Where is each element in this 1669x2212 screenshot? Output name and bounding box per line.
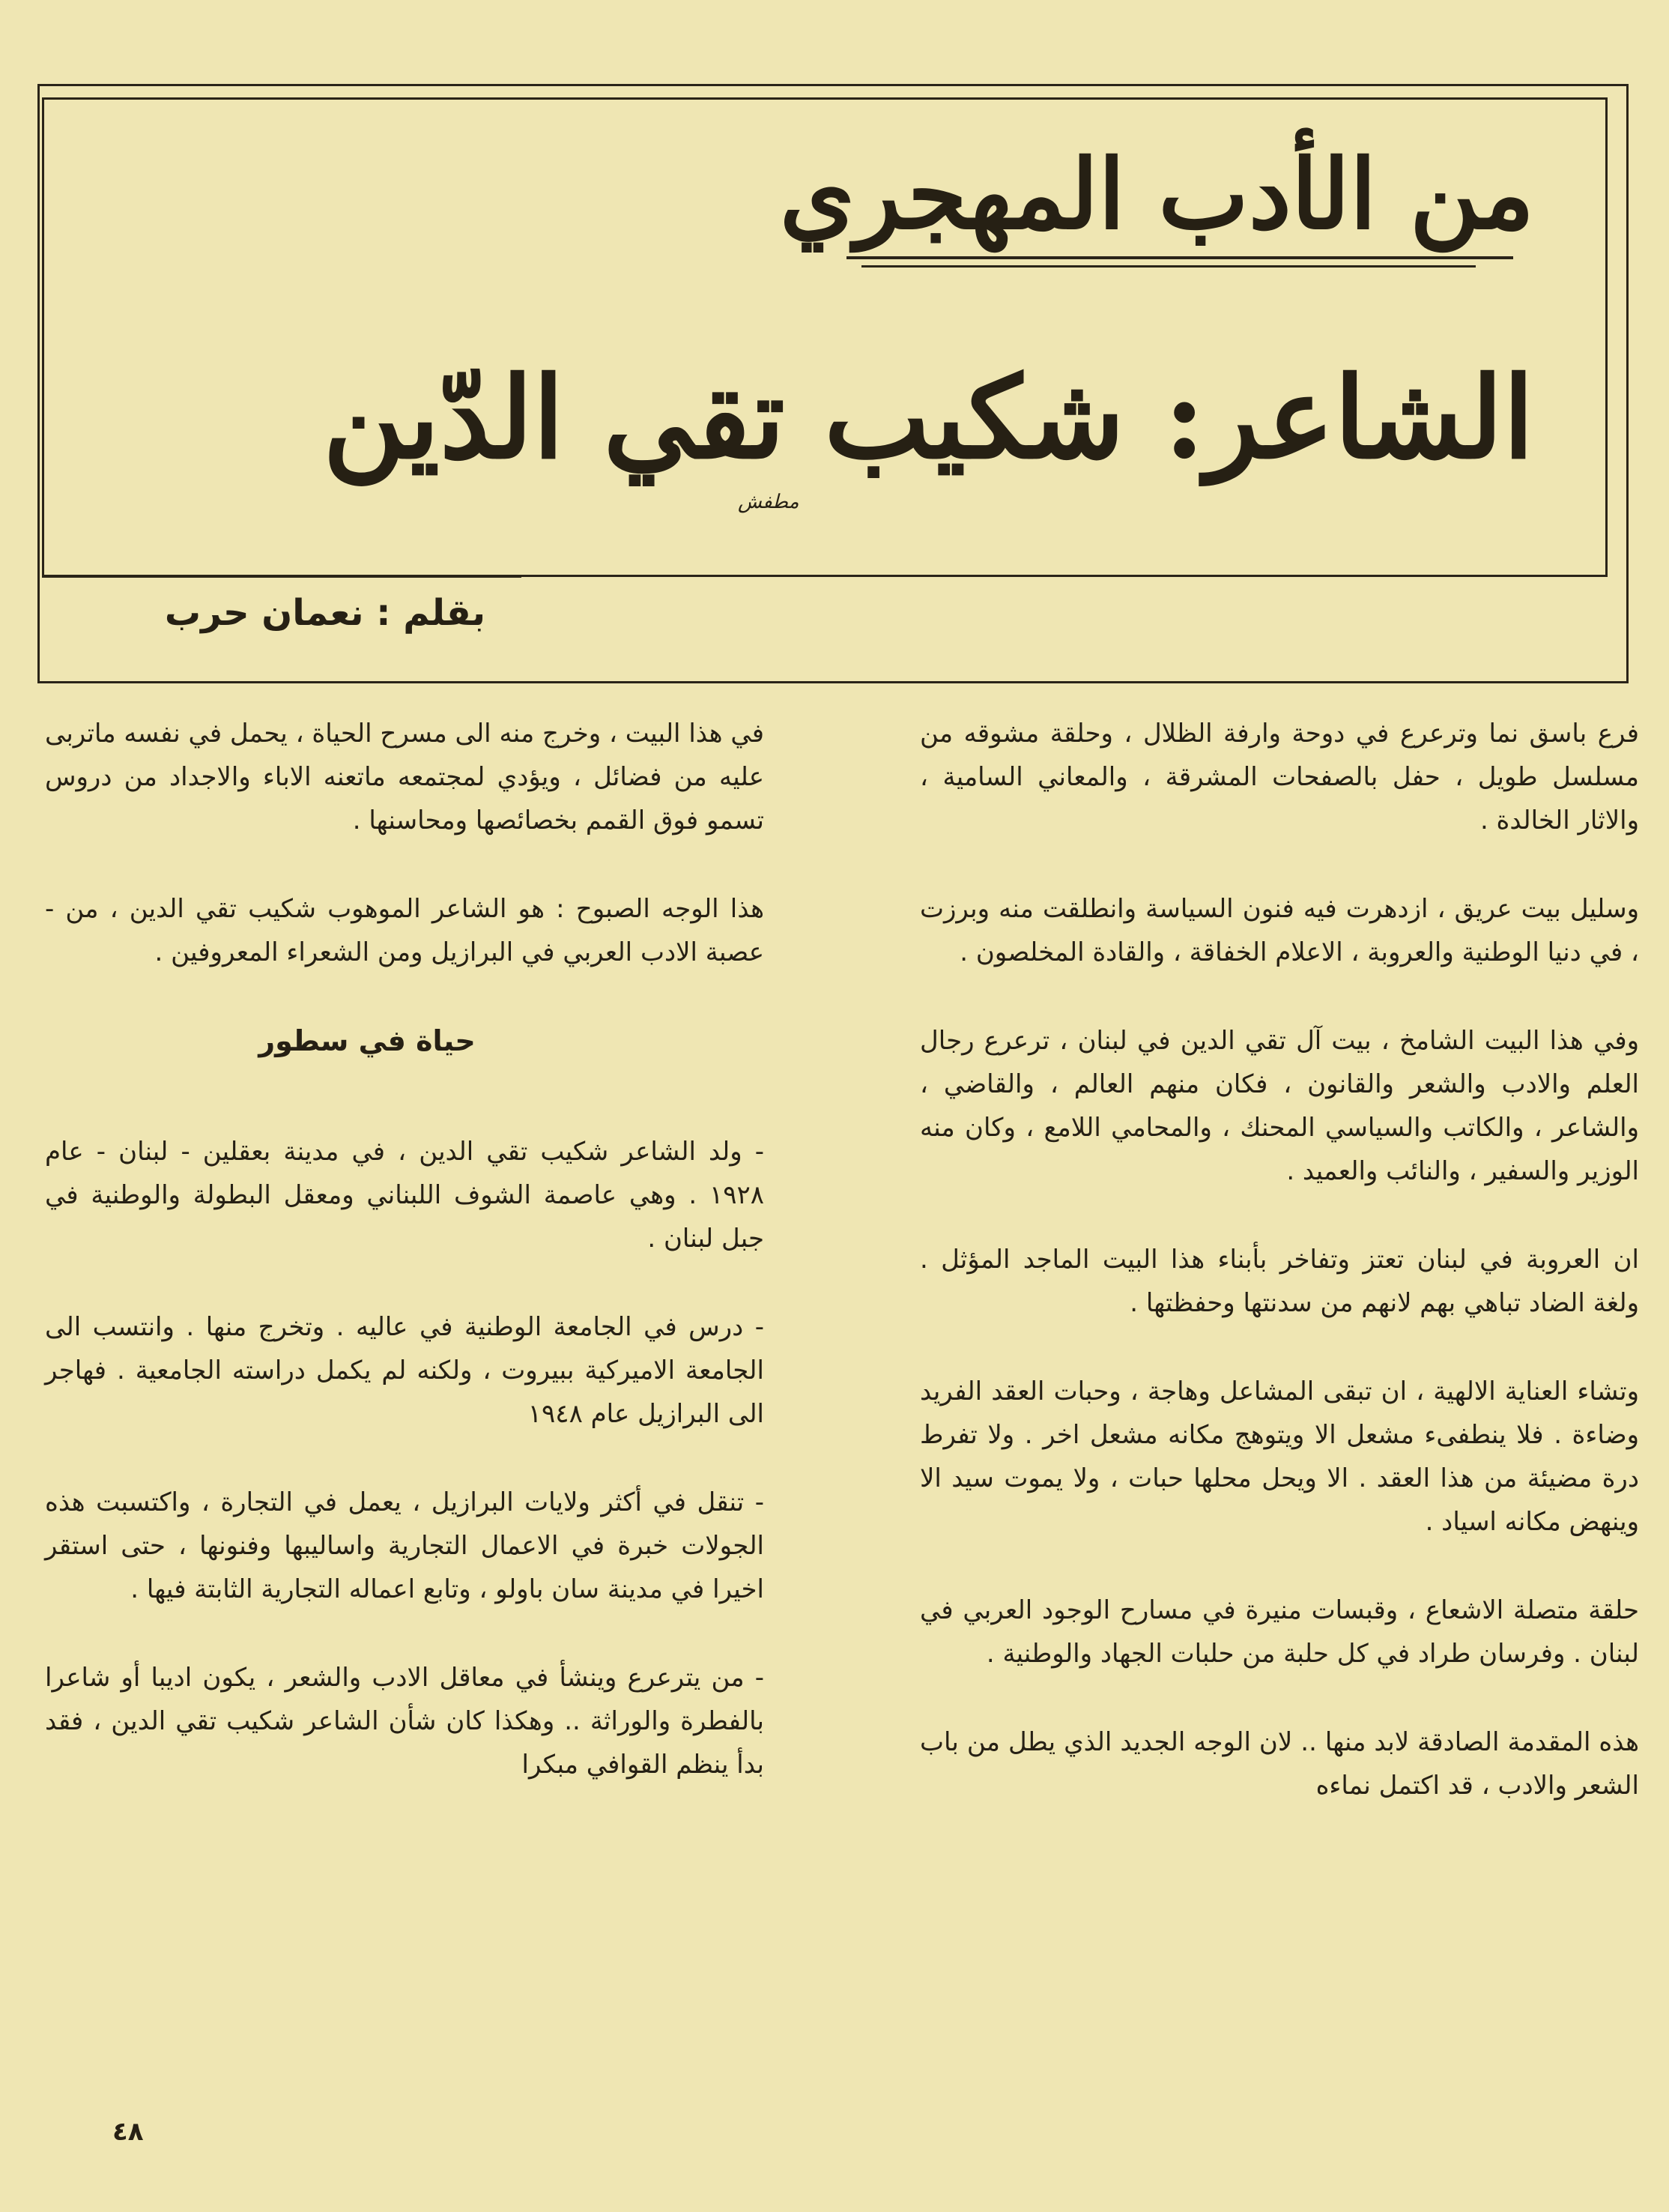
left-column [45,712,764,1831]
paragraph: - ولد الشاعر شكيب تقي الدين ، في مدينة بعقلين - لبنان - عام ١٩٢٨ . وهي عاصمة الشوف اللبناني ومعقل البطولة والوطنية في جبل لبنان . [45,1137,764,1254]
paragraph: - تنقل في أكثر ولايات البرازيل ، يعمل في التجارة ، واكتسبت هذه الجولات خبرة في الاعمال التجارية واساليبها وفنونها ، حتى استقر اخيرا في مدينة سان باولو ، وتابع اعماله التجارية الثابتة فيها . [45,1487,764,1604]
paragraph: وتشاء العناية الالهية ، ان تبقى المشاعل وهاجة ، وحبات العقد الفريد وضاءة . فلا ينطفىء مشعل الا ويتوهج مكانه مشعل اخر . ولا تفرط درة مضيئة من هذا العقد . الا ويحل محلها حبات ، ولا يموت سيد الا وينهض مكانه اسياد . [920,1377,1639,1537]
paragraph: - من يترعرع وينشأ في معاقل الادب والشعر ، يكون اديبا أو شاعرا بالفطرة والوراثة .. وهكذا كان شأن الشاعر شكيب تقي الدين ، فقد بدأ ينظم القوافي مبكرا [45,1663,764,1780]
paragraph: فرع باسق نما وترعرع في دوحة وارفة الظلال ، وحلقة مشوقه من مسلسل طويل ، حفل بالصفحات المشرقة ، والمعاني السامية ، والاثار الخالدة . [920,719,1639,835]
underline [861,265,1476,268]
paragraph: هذا الوجه الصبوح : هو الشاعر الموهوب شكيب تقي الدين ، من - عصبة الادب العربي في البرازيل ومن الشعراء المعروفين . [45,894,764,967]
paragraph: وفي هذا البيت الشامخ ، بيت آل تقي الدين في لبنان ، ترعرع رجال العلم والادب والشعر والقانون ، فكان منهم العالم ، والقاضي ، والشاعر ، والكاتب والسياسي المحنك ، والمحامي اللامع ، وكان منه الوزير والسفير ، والنائب والعميد . [920,1026,1639,1186]
page-number: ٤٨ [112,2117,144,2147]
paragraph: - درس في الجامعة الوطنية في عاليه . وتخرج منها . وانتسب الى الجامعة الاميركية ببيروت ، ولكنه لم يكمل دراسته الجامعية . فهاجر الى البرازيل عام ١٩٤٨ [45,1312,764,1429]
underline [846,256,1513,259]
paragraph: ان العروبة في لبنان تعتز وتفاخر بأبناء هذا البيت الماجد المؤثل . ولغة الضاد تباهي بهم لانهم من سدنتها وحفظتها . [920,1245,1639,1318]
paragraph: وسليل بيت عريق ، ازدهرت فيه فنون السياسة وانطلقت منه وبرزت ، في دنيا الوطنية والعروبة ، الاعلام الخفاقة ، والقادة المخلصون . [920,894,1639,967]
section-title: من الأدب المهجري [779,139,1534,251]
article-title: الشاعر: شكيب تقي الدّين [323,352,1534,484]
divider [42,575,521,578]
paragraph: في هذا البيت ، وخرج منه الى مسرح الحياة ، يحمل في نفسه ماتربى عليه من فضائل ، ويؤدي لمجتمعه ماتعنه الاباء والاجداد من دروس تسمو فوق القمم بخصائصها ومحاسنها . [45,719,764,835]
signature: مطفش [738,491,799,513]
paragraph: هذه المقدمة الصادقة لابد منها .. لان الوجه الجديد الذي يطل من باب الشعر والادب ، قد اكتمل نماءه [920,1727,1639,1801]
byline: بقلم : نعمان حرب [164,592,485,634]
right-column [920,712,1639,1852]
paragraph: حلقة متصلة الاشعاع ، وقبسات منيرة في مسارح الوجود العربي في لبنان . وفرسان طراد في كل حلبة من حلبات الجهاد والوطنية . [920,1595,1639,1669]
subsection-heading: حياة في سطور [258,1024,476,1057]
